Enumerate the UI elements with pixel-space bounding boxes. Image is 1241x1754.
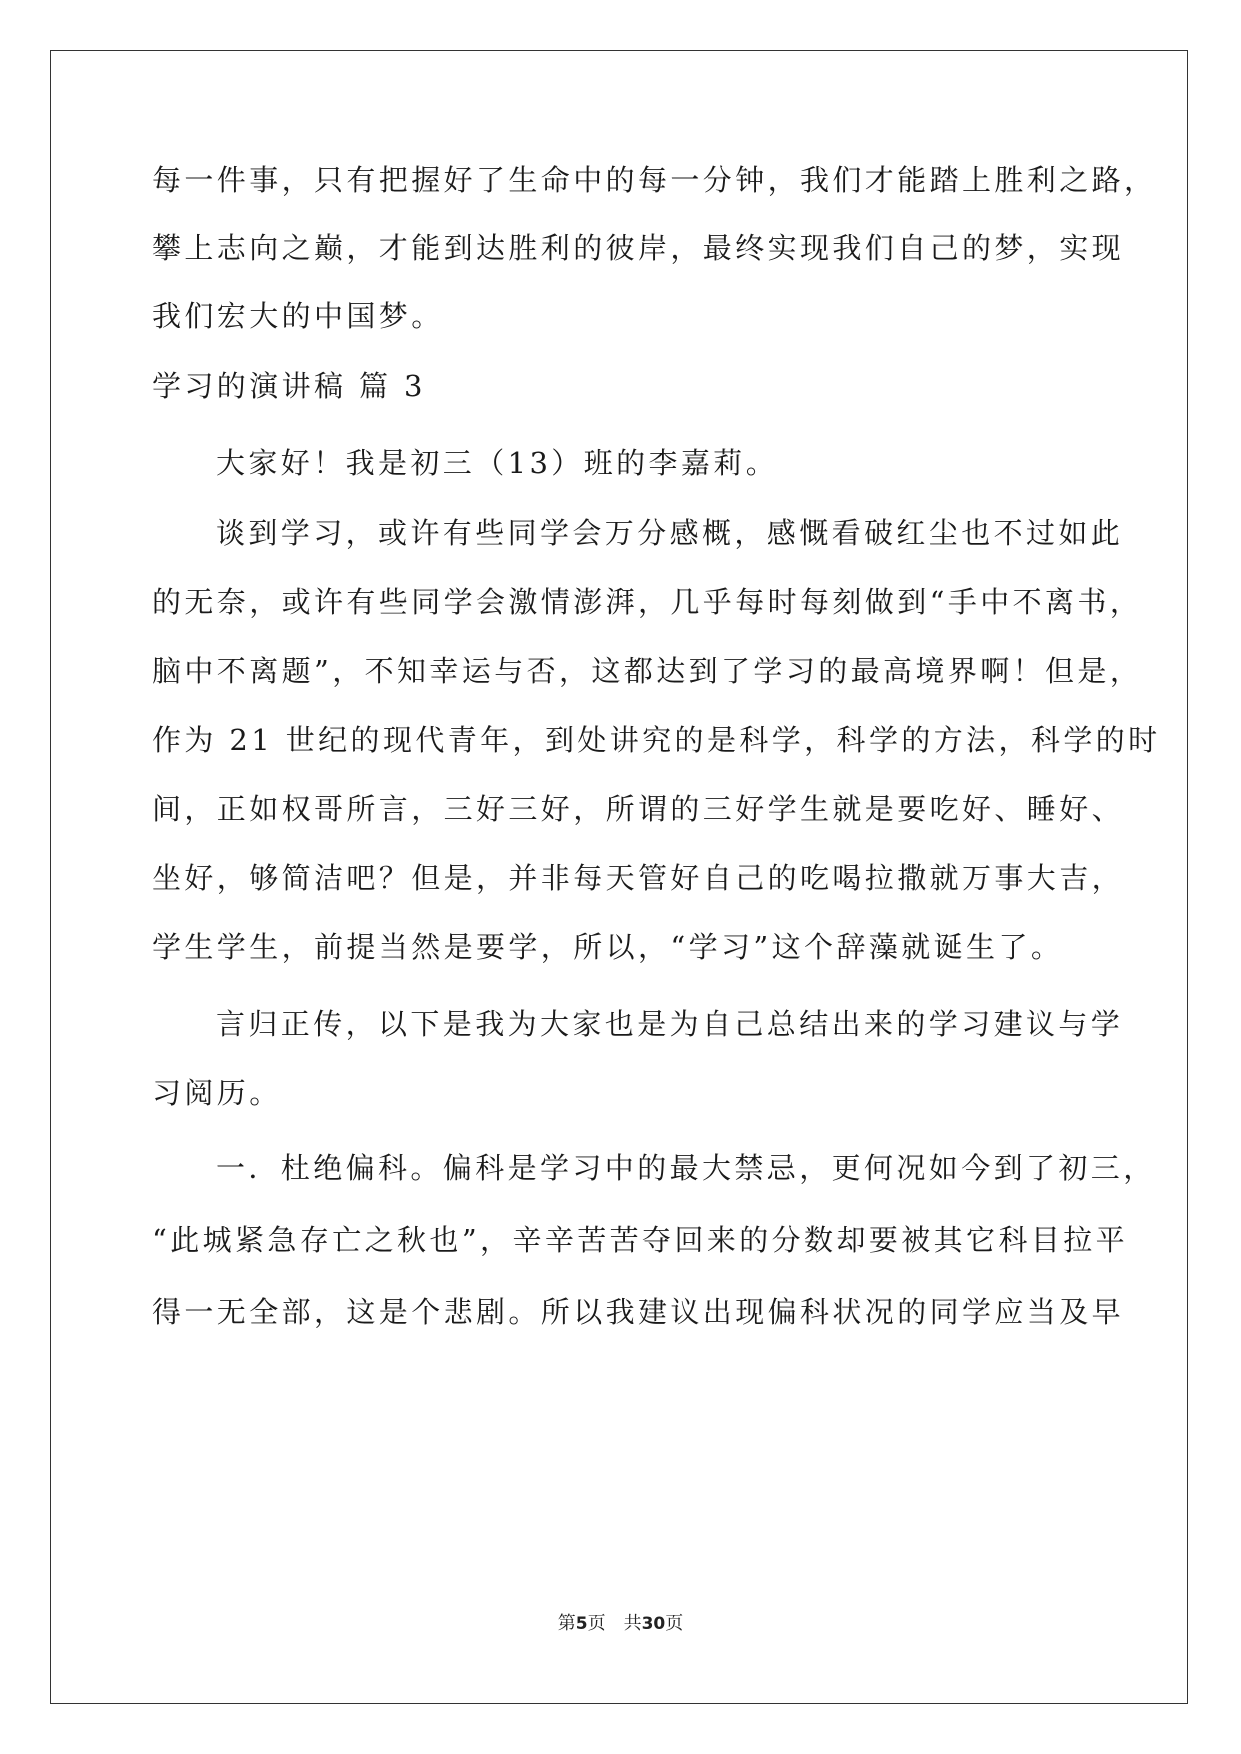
text-line: 大家好！我是初三（13）班的李嘉莉。 [216, 446, 779, 480]
text-line: 习阅历。 [152, 1076, 282, 1110]
page-prefix: 第 [557, 1613, 576, 1634]
text-line: 学生学生，前提当然是要学，所以，“学习”这个辞藻就诞生了。 [152, 930, 1064, 964]
total-suffix: 页 [665, 1613, 684, 1634]
text-line: 每一件事，只有把握好了生命中的每一分钟，我们才能踏上胜利之路， [152, 163, 1157, 197]
text-line: 攀上志向之巅，才能到达胜利的彼岸，最终实现我们自己的梦，实现 [152, 231, 1125, 265]
text-line: 谈到学习，或许有些同学会万分感概，感慨看破红尘也不过如此 [216, 516, 1124, 550]
text-line: 得一无全部，这是个悲剧。所以我建议出现偏科状况的同学应当及早 [152, 1295, 1125, 1329]
text-line: 我们宏大的中国梦。 [152, 299, 444, 333]
text-line: 作为 21 世纪的现代青年，到处讲究的是科学，科学的方法，科学的时 [152, 723, 1161, 757]
page-footer [0, 1609, 1241, 1635]
text-line: “此城紧急存亡之秋也”，辛辛苦苦夺回来的分数却要被其它科目拉平 [152, 1223, 1129, 1257]
section-heading: 学习的演讲稿 篇 3 [152, 369, 426, 403]
total-pages: 30 [641, 1614, 666, 1634]
total-prefix: 共 [623, 1613, 642, 1634]
text-line: 一．杜绝偏科。偏科是学习中的最大禁忌，更何况如今到了初三， [216, 1151, 1156, 1185]
text-line: 间，正如权哥所言，三好三好，所谓的三好学生就是要吃好、睡好、 [152, 792, 1125, 826]
page-suffix: 页 [587, 1613, 606, 1634]
text-line: 的无奈，或许有些同学会激情澎湃，几乎每时每刻做到“手中不离书， [152, 585, 1143, 619]
page-number: 5 [575, 1614, 588, 1634]
text-line: 脑中不离题”，不知幸运与否，这都达到了学习的最高境界啊！但是， [152, 654, 1143, 688]
text-line: 言归正传，以下是我为大家也是为自己总结出来的学习建议与学 [216, 1007, 1124, 1041]
text-line: 坐好，够简洁吧？但是，并非每天管好自己的吃喝拉撒就万事大吉， [152, 861, 1125, 895]
